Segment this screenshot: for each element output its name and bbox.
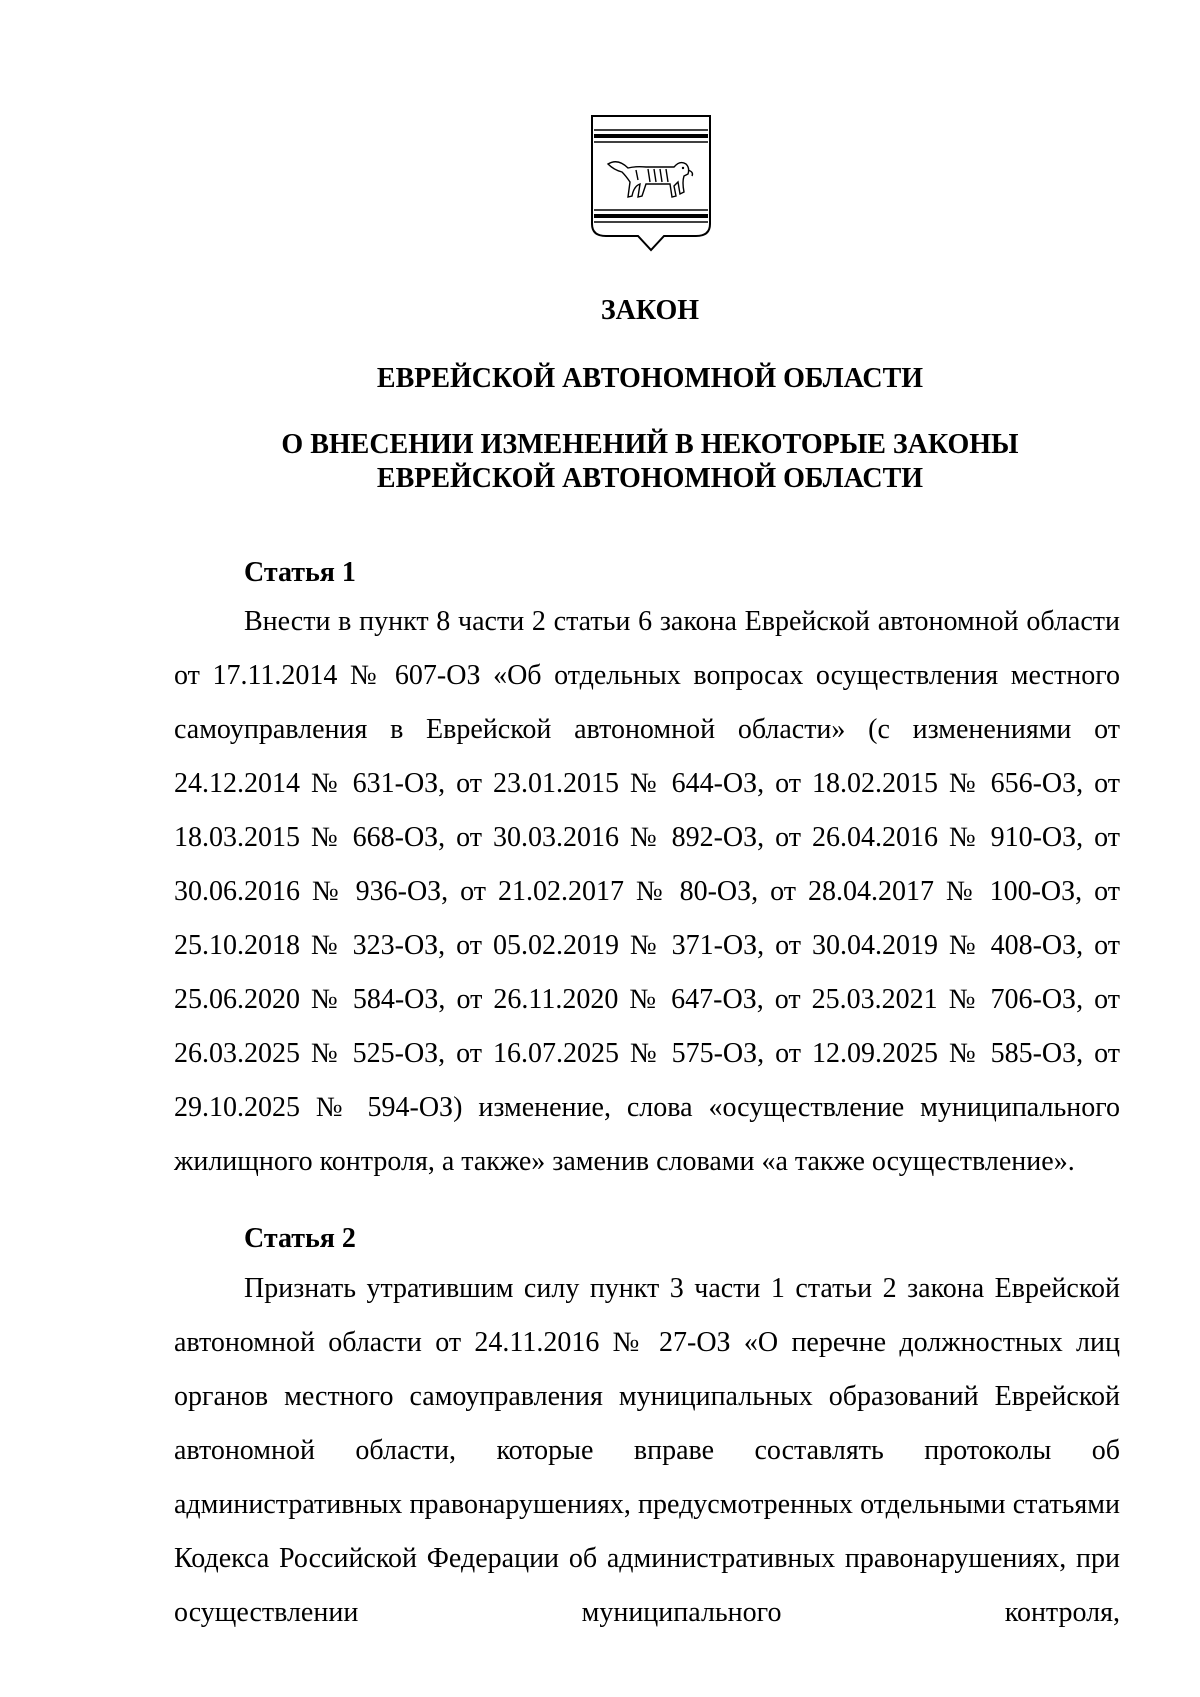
law-subject-line-1: О ВНЕСЕНИИ ИЗМЕНЕНИЙ В НЕКОТОРЫЕ ЗАКОНЫ — [281, 429, 1019, 460]
article-1-text: Внести в пункт 8 части 2 статьи 6 закона Еврейской автономной области от 17.11.2014 № 607-ОЗ «Об отдельных вопросах осуществления местного самоуправления в Еврейской автономной области» (с изменениями от 24.12.2014 № 631-ОЗ, от 23.01.2015 № 644-ОЗ, от 18.02.2015 № 656-ОЗ, от 18.03.2015 № 668-ОЗ, от 30.03.2016 № 892-ОЗ, от 26.04.2016 № 910-ОЗ, от 30.06.2016 № 936-ОЗ, от 21.02.2017 № 80-ОЗ, от 28.04.2017 № 100-ОЗ, от 25.10.2018 № 323-ОЗ, от 05.02.2019 № 371-ОЗ, от 30.04.2019 № 408-ОЗ, от 25.06.2020 № 584-ОЗ, от 26.11.2020 № 647-ОЗ, от 25.03.2021 № 706-ОЗ, от 26.03.2025 № 525-ОЗ, от 16.07.2025 № 575-ОЗ, от 12.09.2025 № 585-ОЗ, от 29.10.2025 № 594-ОЗ) изменение, слова «осуществление муниципального жилищного контроля, а также» заменив словами «а также осуществление». — [174, 606, 1120, 1177]
law-title: ЗАКОН — [600, 295, 700, 326]
coat-of-arms-tiger-icon — [588, 112, 714, 258]
law-region: ЕВРЕЙСКОЙ АВТОНОМНОЙ ОБЛАСТИ — [376, 363, 924, 394]
article-2-title: Статья 2 — [244, 1223, 356, 1254]
law-subject — [0, 428, 1200, 496]
article-1-title: Статья 1 — [244, 557, 356, 588]
article-2-text: Признать утратившим силу пункт 3 части 1 статьи 2 закона Еврейской автономной области от 24.11.2016 № 27-ОЗ «О перечне должностных лиц органов местного самоуправления муниципальных образований Еврейской автономной области, которые вправе составлять протоколы об административных правонарушениях, предусмотренных отдельными статьями Кодекса Российской Федерации об административных правонарушениях, при осуществлении муниципального контроля, — [174, 1273, 1120, 1628]
law-subject-line-2: ЕВРЕЙСКОЙ АВТОНОМНОЙ ОБЛАСТИ — [376, 463, 924, 494]
